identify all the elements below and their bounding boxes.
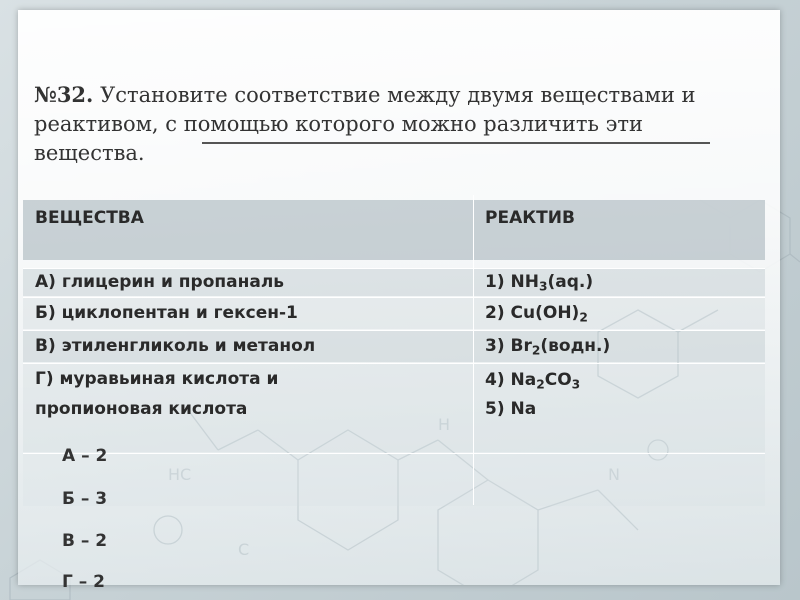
- substance-d-line2: пропионовая кислота: [35, 399, 248, 419]
- answer-c: В – 2: [62, 531, 108, 551]
- table-row: [23, 363, 765, 452]
- reagent-1: 1) $NH_3(aq.)$: [485, 272, 594, 294]
- table-row: [23, 330, 765, 362]
- heading-underline: [202, 142, 710, 144]
- svg-text:H: H: [438, 415, 451, 434]
- task-heading: [34, 80, 754, 168]
- task-number: №32.: [34, 82, 94, 107]
- answer-d: Г – 2: [62, 572, 105, 592]
- column-divider: [473, 195, 474, 505]
- reagent-4: 4) $Na_2CO_3$: [485, 370, 581, 392]
- substance-c: В) этиленгликоль и метанол: [35, 336, 316, 356]
- answer-a: А – 2: [62, 446, 108, 466]
- reagent-5: 5) Na: [485, 399, 537, 419]
- table-row-empty: [23, 453, 765, 506]
- answer-b: Б – 3: [62, 489, 108, 509]
- reagent-2: 2) $Cu(OH)_2$: [485, 303, 588, 325]
- svg-text:HC: HC: [168, 465, 192, 484]
- svg-text:N: N: [608, 465, 620, 484]
- task-text: Установите соответствие между двумя веществами и реактивом, с помощью которого можно различить эти вещества.: [34, 83, 696, 165]
- table-header-row: [23, 200, 765, 260]
- substance-a: А) глицерин и пропаналь: [35, 272, 285, 292]
- reagent-3: 3) $Br_2(водн.)$: [485, 336, 611, 358]
- substance-d-line1: Г) муравьиная кислота и: [35, 369, 279, 389]
- header-substances: ВЕЩЕСТВА: [35, 208, 144, 228]
- table-row: [23, 297, 765, 329]
- table-row: [23, 268, 765, 296]
- substance-b: Б) циклопентан и гексен-1: [35, 303, 298, 323]
- header-reagent: РЕАКТИВ: [485, 208, 575, 228]
- svg-text:C: C: [238, 540, 250, 559]
